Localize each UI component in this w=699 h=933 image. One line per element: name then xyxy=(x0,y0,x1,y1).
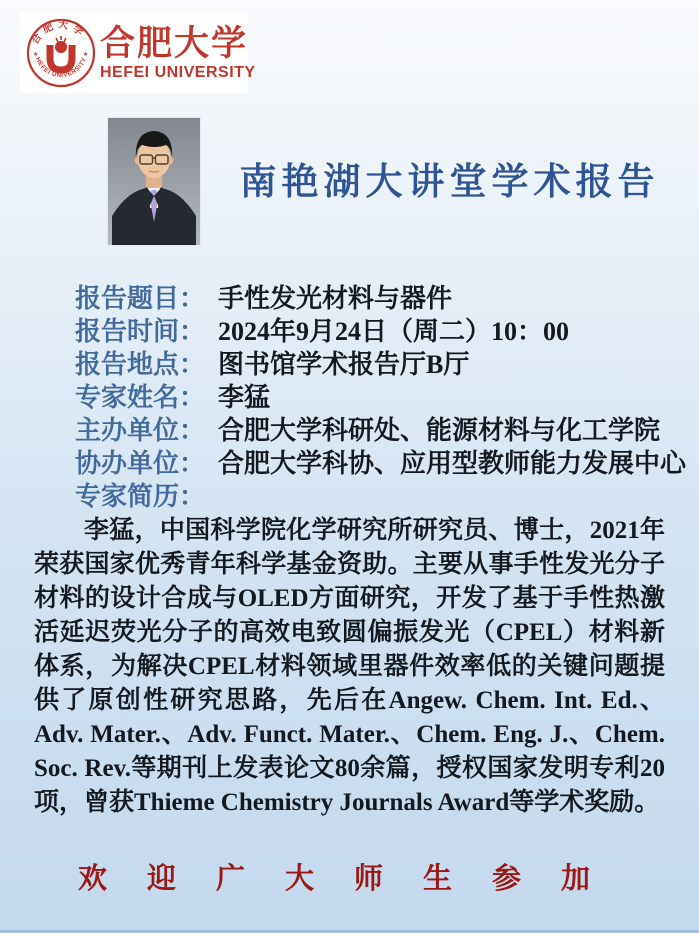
info-label: 报告地点： xyxy=(75,350,206,379)
info-row-speaker xyxy=(75,381,675,414)
speaker-photo xyxy=(108,118,200,245)
svg-text:HEFEI UNIVERSITY: HEFEI UNIVERSITY xyxy=(34,55,89,79)
info-label: 报告时间： xyxy=(75,317,206,346)
svg-text:合肥大学: 合肥大学 xyxy=(29,18,88,46)
svg-text:★: ★ xyxy=(83,51,89,58)
speaker-biography: 李猛，中国科学院化学研究所研究员、博士，2021年荣获国家优秀青年科学基金资助。主要从事手性发光分子材料的设计合成与OLED方面研究，开发了基于手性热激活延迟荧光分子的高效电致圆偏振发光（CPEL）材料新体系，为解决CPEL材料领域里器件效率低的关键问题提供了原创性研究思路，先后在Angew. Chem. Int. Ed.、Adv. Mater.、Adv. Funct. Mater.、Chem. Eng. J.、Chem. Soc. Rev.等期刊上发表论文80余篇，授权国家发明专利20项，曾获Thieme Chemistry Journals Award等学术奖励。 xyxy=(34,517,665,816)
info-label: 报告题目： xyxy=(75,284,206,313)
info-row-topic xyxy=(75,282,675,315)
info-value: 李猛 xyxy=(218,383,271,412)
university-name-zh: 合肥大学 xyxy=(100,23,249,63)
info-value: 合肥大学科研处、能源材料与化工学院 xyxy=(218,416,661,445)
info-value: 手性发光材料与器件 xyxy=(218,284,453,313)
university-seal-icon xyxy=(26,18,96,88)
info-row-cohost xyxy=(75,447,687,480)
info-label: 协办单位： xyxy=(75,449,206,478)
info-label: 主办单位： xyxy=(75,416,206,445)
info-row-bio-header xyxy=(75,480,675,513)
svg-text:★: ★ xyxy=(33,51,39,58)
info-value: 2024年9月24日（周二）10：00 xyxy=(218,317,570,346)
info-value: 图书馆学术报告厅B厅 xyxy=(218,350,470,379)
welcome-message: 欢迎广大师生参加 xyxy=(78,863,631,895)
info-row-location xyxy=(75,348,675,381)
university-name-en: HEFEI UNIVERSITY xyxy=(100,63,256,81)
info-label: 专家简历： xyxy=(75,482,206,511)
info-value: 合肥大学科协、应用型教师能力发展中心 xyxy=(218,449,687,478)
info-label: 专家姓名： xyxy=(75,383,206,412)
info-row-host xyxy=(75,414,675,447)
lecture-info-list xyxy=(75,282,687,513)
university-logo xyxy=(20,12,256,93)
page-title: 南艳湖大讲堂学术报告 xyxy=(239,162,660,203)
info-row-time xyxy=(75,315,675,348)
